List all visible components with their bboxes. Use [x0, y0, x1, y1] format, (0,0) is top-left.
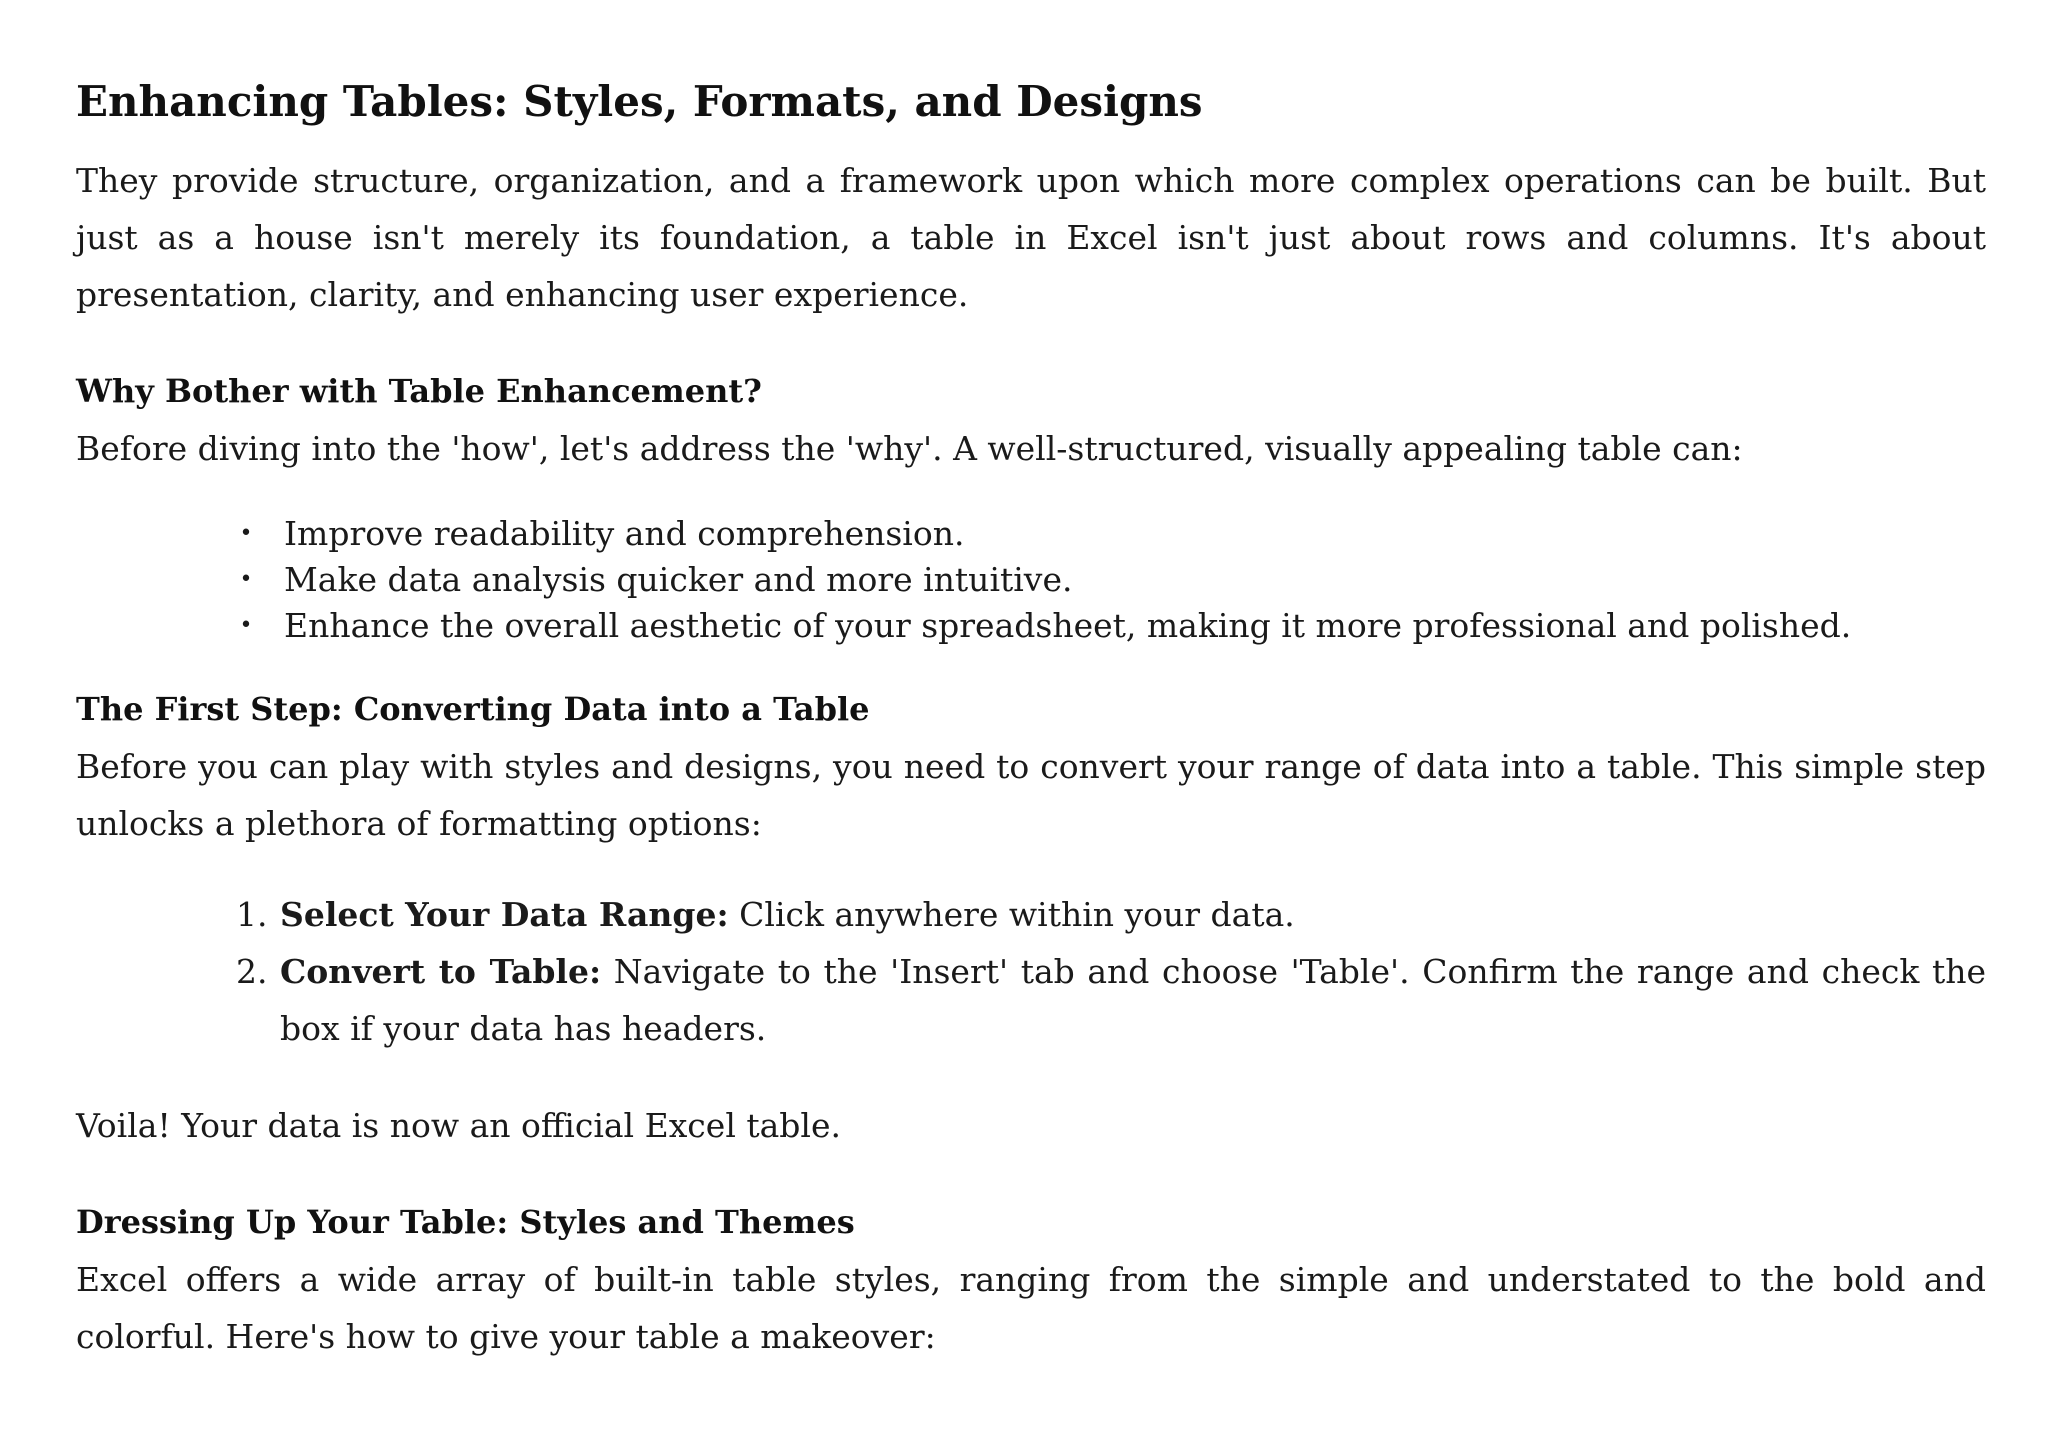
voila-paragraph: Voila! Your data is now an official Excel table.: [76, 1106, 841, 1145]
page-title: Enhancing Tables: Styles, Formats, and Designs: [76, 77, 1203, 126]
step-title: Convert to Table:: [280, 952, 602, 991]
bullet-icon: •: [239, 613, 253, 638]
step-title: Select Your Data Range:: [280, 895, 729, 934]
section-heading-first-step: The First Step: Converting Data into a Table: [76, 690, 870, 728]
list-item: • Enhance the overall aesthetic of your spreadsheet, making it more professional and polished.: [236, 603, 1986, 649]
steps-list: [76, 886, 1986, 1057]
benefits-list: [76, 511, 1986, 649]
list-item: • Improve readability and comprehension.: [236, 511, 1986, 557]
step-text: Click anywhere within your data.: [728, 895, 1295, 934]
section-text-why: Before diving into the 'how', let's address the 'why'. A well-structured, visually appealing table can:: [76, 429, 1743, 468]
section-text-dressing-up: Excel offers a wide array of built-in table styles, ranging from the simple and understated to the bold and colorful. Here's how to give your table a makeover:: [76, 1260, 1986, 1356]
list-item: • Make data analysis quicker and more intuitive.: [236, 557, 1986, 603]
step-item: [236, 943, 1986, 1057]
section-heading-dressing-up: Dressing Up Your Table: Styles and Themes: [76, 1203, 855, 1241]
bullet-icon: •: [239, 567, 253, 592]
bullet-icon: •: [239, 521, 253, 546]
step-item: [236, 886, 1986, 943]
section-heading-why: Why Bother with Table Enhancement?: [76, 372, 762, 410]
step-number: 2.: [236, 952, 268, 991]
section-text-first-step: Before you can play with styles and designs, you need to convert your range of data into a table. This simple step unlocks a plethora of formatting options:: [76, 747, 1986, 843]
intro-paragraph: They provide structure, organization, and a framework upon which more complex operations can be built. But just as a house isn't merely its foundation, a table in Excel isn't just about rows and columns. It's about presentation, clarity, and enhancing user experience.: [76, 161, 1986, 314]
step-text: Navigate to the 'Insert' tab and choose 'Table'. Confirm the range and check the box if your data has headers.: [280, 952, 1986, 1048]
step-number: 1.: [236, 895, 268, 934]
